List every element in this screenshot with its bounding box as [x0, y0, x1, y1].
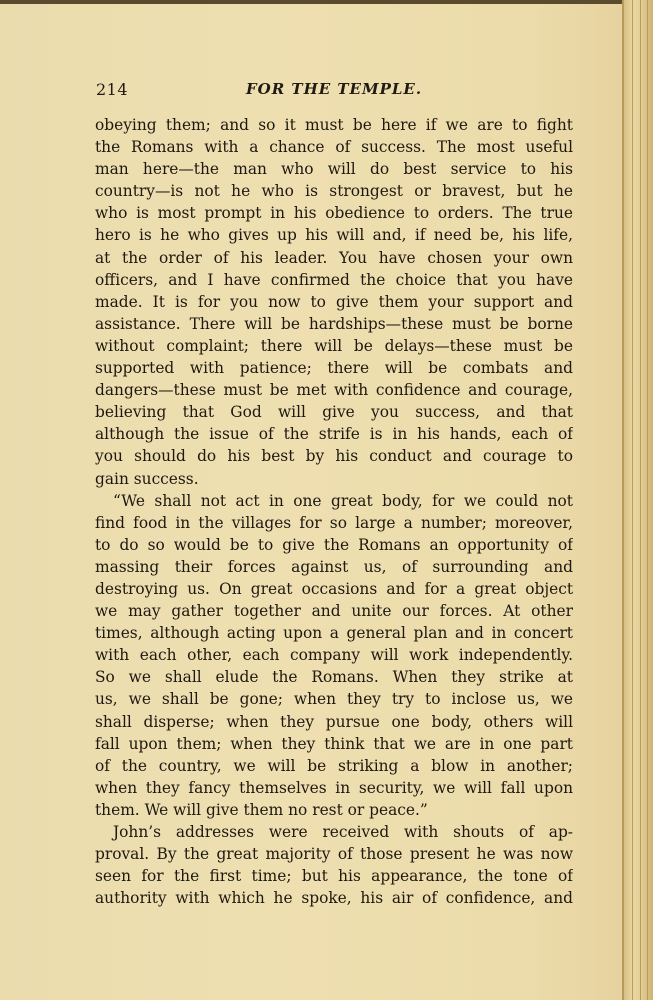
text-line: of the country, we will be striking a blow in another;	[95, 756, 573, 775]
text-line: shall disperse; when they pursue one body, others will	[95, 712, 573, 731]
text-line: authority with which he spoke, his air of confidence, and	[95, 889, 573, 908]
page-edge-line	[632, 0, 633, 1000]
page-edge-line	[647, 0, 648, 1000]
text-line: believing that God will give you success, and that	[95, 403, 573, 422]
text-line: officers, and I have confirmed the choice that you have	[95, 270, 573, 289]
text-line: times, although acting upon a general plan and in concert	[95, 624, 573, 643]
text-line: made. It is for you now to give them your support and	[95, 292, 573, 311]
text-line: at the order of his leader. You have chosen your own	[95, 248, 573, 267]
text-line: with each other, each company will work independently.	[95, 646, 573, 665]
text-line: supported with patience; there will be combats and	[95, 359, 573, 378]
text-line: the Romans with a chance of success. The most useful	[95, 138, 573, 157]
page-edge	[622, 0, 653, 1000]
text-line: assistance. There will be hardships—these must be borne	[95, 314, 573, 333]
text-line: when they fancy themselves in security, we will fall upon	[95, 778, 573, 797]
text-line: country—is not he who is strongest or bravest, but he	[95, 182, 573, 201]
text-line: massing their forces against us, of surrounding and	[95, 557, 573, 576]
text-line: proval. By the great majority of those present he was now	[95, 845, 573, 864]
text-line: “We shall not act in one great body, for we could not	[113, 491, 573, 510]
text-line: man here—the man who will do best service to his	[95, 160, 573, 179]
text-line: dangers—these must be met with confidence and courage,	[95, 381, 573, 400]
text-line: destroying us. On great occasions and for a great object	[95, 579, 573, 598]
running-title: FOR THE TEMPLE.	[246, 80, 423, 98]
text-line: seen for the first time; but his appearance, the tone of	[95, 867, 573, 886]
text-line: find food in the villages for so large a number; moreover,	[95, 513, 573, 532]
text-line: to do so would be to give the Romans an opportunity of	[95, 535, 573, 554]
text-line: fall upon them; when they think that we are in one part	[95, 734, 573, 753]
page-header	[96, 80, 572, 100]
text-line: hero is he who gives up his will and, if need be, his life,	[95, 226, 573, 245]
text-line: although the issue of the strife is in his hands, each of	[95, 425, 573, 444]
text-line: them. We will give them no rest or peace.”	[95, 800, 428, 819]
text-line: gain success.	[95, 469, 199, 488]
page-number: 214	[96, 80, 129, 99]
text-line: without complaint; there will be delays—these must be	[95, 336, 573, 355]
text-line: obeying them; and so it must be here if we are to fight	[95, 116, 573, 134]
text-line: you should do his best by his conduct and courage to	[95, 447, 573, 466]
text-line: John’s addresses were received with shouts of ap-	[113, 823, 573, 841]
text-line: who is most prompt in his obedience to orders. The true	[95, 204, 573, 223]
text-line: we may gather together and unite our forces. At other	[95, 602, 573, 621]
text-line: us, we shall be gone; when they try to inclose us, we	[95, 690, 573, 709]
text-line: So we shall elude the Romans. When they strike at	[95, 668, 573, 687]
page-edge-line	[640, 0, 641, 1000]
body-text	[95, 114, 573, 909]
